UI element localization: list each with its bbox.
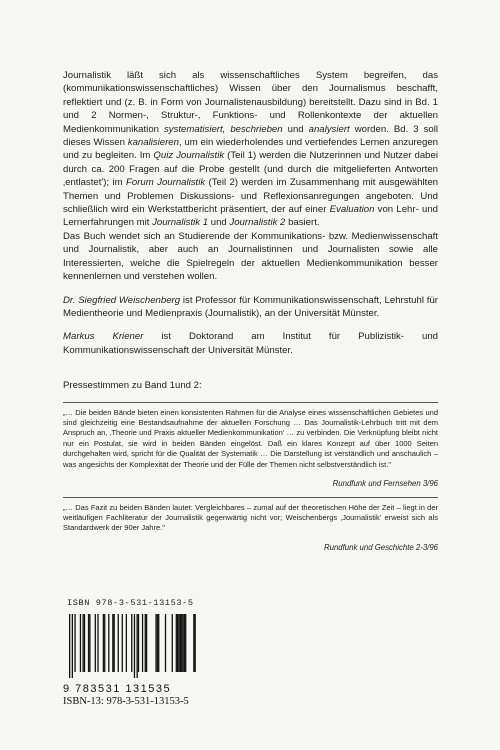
barcode-bar <box>89 614 90 672</box>
barcode-bar <box>103 614 104 672</box>
press-source-1: Rundfunk und Fernsehen 3/96 <box>332 478 438 488</box>
barcode-bar <box>112 614 113 672</box>
barcode-bar <box>83 614 84 672</box>
barcode-bar <box>181 614 182 672</box>
barcode-bar <box>72 614 73 678</box>
press-heading: Pressestimmen zu Band 1und 2: <box>63 380 202 392</box>
barcode-bar <box>157 614 158 672</box>
barcode-bar <box>137 614 138 678</box>
barcode-bar <box>172 614 173 672</box>
barcode-bar <box>185 614 186 672</box>
barcode-bar <box>195 614 196 672</box>
barcode-bar <box>97 614 98 672</box>
barcode-bar <box>158 614 159 672</box>
barcode-area <box>63 598 263 707</box>
barcode-bar <box>180 614 181 672</box>
barcode-bar <box>95 614 96 672</box>
barcode-digits: 9 783531 131535 <box>63 683 172 695</box>
barcode-bar <box>118 614 119 672</box>
barcode-bar <box>176 614 177 672</box>
barcode-bar <box>84 614 85 672</box>
barcode-bar <box>142 614 143 672</box>
barcode-bar <box>138 614 139 672</box>
back-cover-text <box>63 69 438 560</box>
isbn-label: ISBN 978-3-531-13153-5 <box>67 598 194 608</box>
barcode-bar <box>155 614 156 672</box>
barcode-bar <box>184 614 185 672</box>
barcode-bar <box>182 614 183 672</box>
barcode-bar <box>178 614 179 672</box>
author-bio-weischenberg: Dr. Siegfried Weischenberg ist Professor für Kommunikationswissenschaft, Lehrstuhl für Medientheorie und Medienpraxis (Journalistik), an der Universität Münster. <box>63 294 438 319</box>
barcode-bar <box>193 614 194 672</box>
intro-paragraph: Journalistik läßt sich als wissenschaftliches System begreifen, das (kommunikationswissenschaftliches) Wissen über den Journalismus beschafft, reflektiert und (z. B. in Form von Journalistenausbildung) bereitstellt. Dazu sind in Bd. 1 und 2 Normen-, Struktur-, Funktions- und Rollenkontexte der aktuellen Medienkommunikation systematisiert, beschrieben und analysiert worden. Bd. 3 soll dieses Wissen kanalisieren, um ein wiederholendes und vertiefendes Lernen anzuregen und zu begleiten. Im Quiz Journalistik (Teil 1) werden die Nutzerinnen und Nutzer dabei durch ca. 200 Fragen auf die Probe gestellt (und durch die mitgelieferten Antworten ‚entlastet'); im Forum Journalistik (Teil 2) werden im Zusammenhang mit ausgewählten Themen und Problemen Diskussions- und Reflexionsanregungen angeboten. Und schließlich wird ein Werkstattbericht präsentiert, der auf einer Evaluation von Lehr- und Lernerfahrungen mit Journalistik 1 und Journalistik 2 basiert. <box>63 70 439 229</box>
press-source-2: Rundfunk und Geschichte 2-3/96 <box>324 542 438 552</box>
barcode-bar <box>131 614 132 672</box>
barcode-bar <box>108 614 109 672</box>
barcode-bar <box>165 614 166 672</box>
barcode-bar <box>104 614 105 672</box>
barcode-bar <box>177 614 178 672</box>
barcode-bar <box>88 614 89 672</box>
barcode-image <box>63 612 203 680</box>
author-bio-kriener: Markus Kriener ist Doktorand am Institut für Publizistik- und Kommunikationswissenschaft der Universität Münster. <box>63 331 439 356</box>
barcode-bar <box>74 614 75 672</box>
barcode-bar <box>146 614 147 672</box>
barcode-bar <box>126 614 127 672</box>
barcode-bar <box>80 614 81 672</box>
barcode-bar <box>114 614 115 672</box>
press-quote-2: „… Das Fazit zu beiden Bänden lautet: Vergleichbares – zumal auf der theoretischen Höhe der Zeit – liegt in der weitläufigen Fachliteratur der Journalistik gegenwärtig nicht vor; Weischenbergs ‚Journalistik' erweist sich als Standardwerk der 90er Jahre." <box>63 502 438 533</box>
audience-paragraph: Das Buch wendet sich an Studierende der Kommunikations- bzw. Medienwissenschaft und Journalistik, aber auch an Journalistinnen und Journalisten sowie alle Interessierten, welche die Spielregeln der aktuellen Medienkommunikation besser kennenlernen und verstehen wollen. <box>63 230 438 283</box>
barcode-bar <box>145 614 146 672</box>
press-quote-1: „… Die beiden Bände bieten einen konsistenten Rahmen für die Analyse eines wissenschaftlichen Gebietes und sind gleichzeitig eine Bestandsaufnahme der aktuellen Forschung … Das Journalistik-Lehrbuch tritt mit dem Anspruch an, ‚Theorie und Praxis aktueller Medienkommunikation' … zu verbinden. Die Verknüpfung bleibt nicht nur ein Postulat, sie wird in beiden Bänden eingelöst. Daß ein klares Konzept auf über 1000 Seiten durchgehalten wird, spricht für die Qualität der Systematik … Die Darstellung ist verständlich und anschaulich – was angesichts der Komplexität der Theorie und der Fülle der Themen nicht selbstverständlich ist." <box>63 407 438 469</box>
barcode-bar <box>134 614 135 678</box>
isbn-13-label: ISBN-13: 978-3-531-13153-5 <box>63 696 189 707</box>
barcode-bar <box>122 614 123 672</box>
barcode-bar <box>69 614 70 678</box>
